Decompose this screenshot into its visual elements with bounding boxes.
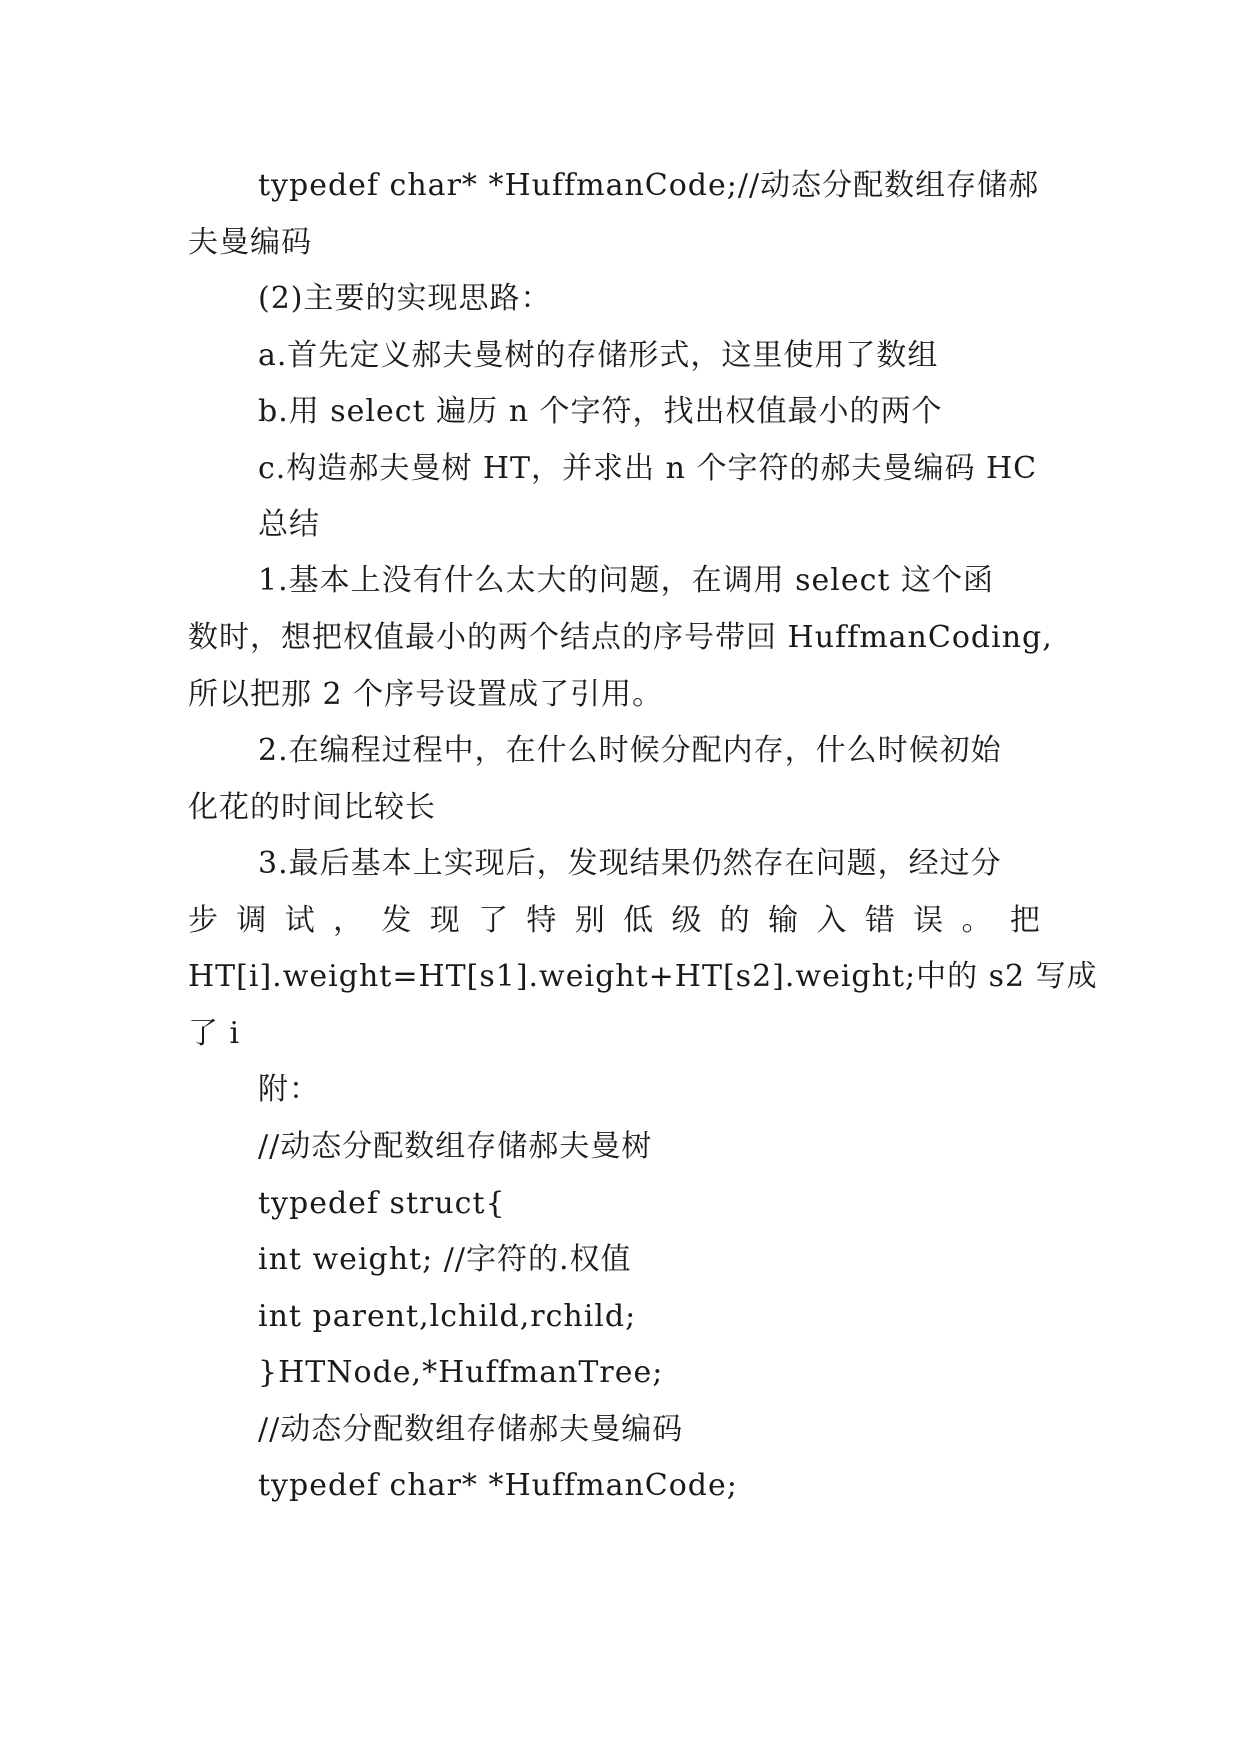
justified-text-line	[188, 903, 1040, 939]
line-char: 步	[188, 903, 218, 938]
line-char: ，	[333, 903, 364, 938]
line-char: 错	[864, 903, 895, 938]
text-line: (2)主要的实现思路：	[258, 281, 552, 316]
code-line: //动态分配数组存储郝夫曼编码	[258, 1412, 684, 1447]
text-line: a.首先定义郝夫曼树的存储形式，这里使用了数组	[258, 338, 939, 373]
line-char: 别	[574, 903, 605, 938]
code-line: typedef char* *HuffmanCode;	[258, 1468, 738, 1503]
code-line: //动态分配数组存储郝夫曼树	[258, 1129, 653, 1164]
line-char: 把	[1009, 903, 1040, 938]
line-char: 调	[236, 903, 267, 938]
code-line: int parent,lchild,rchild;	[258, 1299, 637, 1334]
line-char: 试	[284, 903, 315, 938]
text-line: b.用 select 遍历 n 个字符，找出权值最小的两个	[258, 394, 943, 429]
line-char: 现	[429, 903, 460, 938]
line-char: 低	[623, 903, 654, 938]
line-char: 入	[816, 903, 847, 938]
text-line: c.构造郝夫曼树 HT，并求出 n 个字符的郝夫曼编码 HC	[258, 451, 1038, 486]
line-char: 。	[961, 903, 992, 938]
line-char: 特	[526, 903, 557, 938]
text-line: 夫曼编码	[188, 225, 312, 260]
text-line: HT[i].weight=HT[s1].weight+HT[s2].weight;中的 s2 写成	[188, 959, 1098, 994]
text-line: 了 i	[188, 1016, 241, 1051]
line-char: 了	[478, 903, 509, 938]
text-line: 2.在编程过程中，在什么时候分配内存，什么时候初始	[258, 733, 1002, 768]
section-heading: 总结	[258, 507, 320, 542]
code-line: int weight; //字符的.权值	[258, 1242, 632, 1277]
text-line: 3.最后基本上实现后，发现结果仍然存在问题，经过分	[258, 846, 1002, 881]
line-char: 误	[913, 903, 944, 938]
text-line: 化花的时间比较长	[188, 790, 436, 825]
text-line: 所以把那 2 个序号设置成了引用。	[188, 677, 664, 712]
text-line: typedef char* *HuffmanCode;//动态分配数组存储郝	[258, 168, 1040, 203]
line-char: 的	[719, 903, 750, 938]
code-line: typedef struct{	[258, 1186, 506, 1221]
line-char: 输	[768, 903, 799, 938]
text-line: 数时，想把权值最小的两个结点的序号带回 HuffmanCoding,	[188, 620, 1053, 655]
code-line: }HTNode,*HuffmanTree;	[258, 1355, 664, 1390]
line-char: 级	[671, 903, 702, 938]
section-heading: 附：	[258, 1072, 320, 1107]
line-char: 发	[381, 903, 412, 938]
text-line: 1.基本上没有什么太大的问题，在调用 select 这个函	[258, 563, 995, 598]
